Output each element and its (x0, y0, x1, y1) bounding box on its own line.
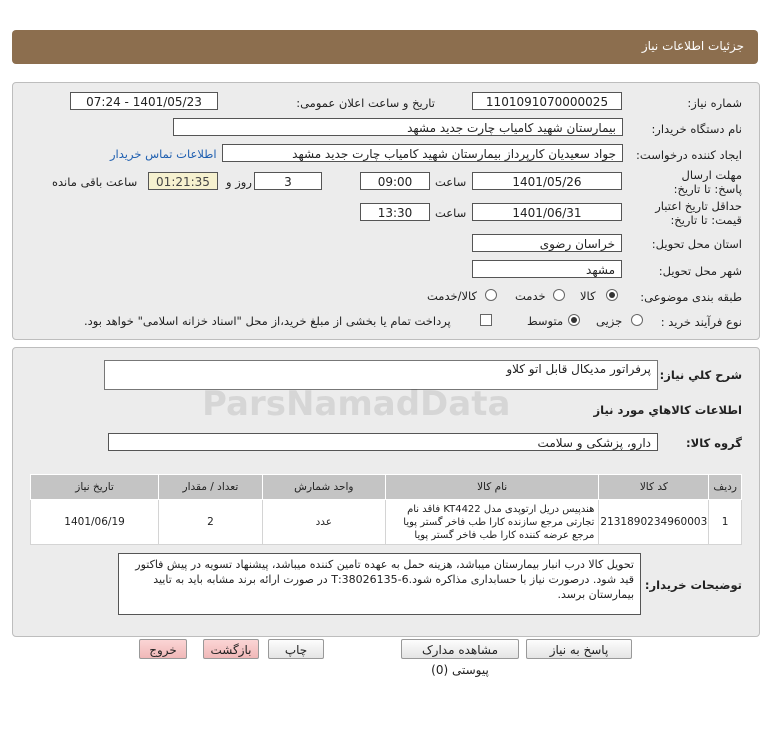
category-radio-both[interactable] (485, 289, 497, 301)
items-title: اطلاعات کالاهاي مورد نياز (593, 403, 742, 417)
process-label: نوع فرآیند خرید : (660, 315, 742, 329)
creator-field: جواد سعیدیان کارپرداز بیمارستان شهید کامیاب چارت جدید مشهد (222, 144, 623, 162)
deadline-time-label: ساعت (435, 175, 467, 189)
remaining-label: ساعت باقی مانده (52, 175, 138, 189)
validity-label: حداقل تاریخ اعتبار قیمت: تا تاریخ: (655, 199, 742, 227)
cell-name: هندپیس دریل ارتوپدی مدل KT4422 فاقد نام تجارتی مرجع سازنده کارا طب فاخر گستر پویا مرجع عرضه کننده کارا طب فاخر گستر پویا (385, 500, 598, 545)
col-date: تاریخ نیاز (31, 475, 159, 500)
notes-label: توضیحات خریدار: (644, 578, 742, 592)
back-button[interactable]: بازگشت (203, 639, 259, 659)
process-option-medium: متوسط (527, 314, 564, 328)
summary-label: شرح کلي نياز: (659, 368, 742, 382)
category-radio-service[interactable] (553, 289, 565, 301)
page-title: جزئیات اطلاعات نیاز (641, 39, 744, 53)
table-header-row (31, 475, 742, 500)
exit-button[interactable]: خروج (139, 639, 187, 659)
col-qty: تعداد / مقدار (159, 475, 263, 500)
announce-field: 1401/05/23 - 07:24 (70, 92, 218, 110)
group-label: گروه کالا: (686, 436, 742, 450)
category-option-both: کالا/خدمت (427, 289, 478, 303)
treasury-checkbox[interactable] (480, 314, 492, 326)
category-radio-goods[interactable] (606, 289, 618, 301)
notes-field: تحویل کالا درب انبار بیمارستان میباشد، هزینه حمل به عهده تامین کننده میباشد، پیشنهاد تسویه در پیش فاکتور قید شود. درصورت نیاز با حسابداری مذاکره شود.6-38026135:T در صورت ارائه برند مشابه باید به تایید بیمارستان برسد. (118, 553, 641, 615)
items-table (30, 474, 742, 545)
cell-qty: 2 (159, 500, 263, 545)
deadline-label: مهلت ارسال پاسخ: تا تاریخ: (673, 168, 742, 196)
treasury-text: پرداخت تمام یا بخشی از مبلغ خرید،از محل "اسناد خزانه اسلامی" خواهد بود. (84, 314, 451, 328)
city-field: مشهد (472, 260, 622, 278)
cell-unit: عدد (262, 500, 385, 545)
cell-code: 2131890234960003 (599, 500, 709, 545)
reply-button[interactable]: پاسخ به نیاز (526, 639, 632, 659)
summary-field: پرفراتور مدیکال قابل اتو کلاو (104, 360, 658, 390)
col-name: نام کالا (385, 475, 598, 500)
group-field: دارو، پزشکی و سلامت (108, 433, 658, 451)
deadline-date-field: 1401/05/26 (472, 172, 622, 190)
col-unit: واحد شمارش (262, 475, 385, 500)
category-option-service: خدمت (515, 289, 546, 303)
col-code: کد کالا (599, 475, 709, 500)
view-docs-button[interactable]: مشاهده مدارک پیوستی (0) (401, 639, 519, 659)
validity-time-label: ساعت (435, 206, 467, 220)
cell-date: 1401/06/19 (31, 500, 159, 545)
category-label: طبقه بندی موضوعی: (640, 290, 742, 304)
col-row: ردیف (709, 475, 742, 500)
buyer-org-label: نام دستگاه خریدار: (651, 122, 742, 136)
remaining-time-field: 01:21:35 (148, 172, 218, 190)
process-radio-medium[interactable] (568, 314, 580, 326)
cell-row: 1 (709, 500, 742, 545)
announce-label: تاریخ و ساعت اعلان عمومی: (296, 96, 435, 110)
days-label: روز و (226, 175, 252, 189)
days-field: 3 (254, 172, 322, 190)
page-header (12, 30, 758, 64)
need-number-label: شماره نیاز: (687, 96, 742, 110)
process-radio-minor[interactable] (631, 314, 643, 326)
table-row[interactable] (31, 500, 742, 545)
province-label: استان محل تحویل: (651, 237, 742, 251)
validity-date-field: 1401/06/31 (472, 203, 622, 221)
buyer-org-field: بیمارستان شهید کامیاب چارت جدید مشهد (173, 118, 623, 136)
category-option-goods: کالا (580, 289, 596, 303)
need-number-field: 1101091070000025 (472, 92, 622, 110)
validity-time-field: 13:30 (360, 203, 430, 221)
city-label: شهر محل تحویل: (658, 264, 742, 278)
creator-label: ایجاد کننده درخواست: (636, 148, 742, 162)
contact-link[interactable]: اطلاعات تماس خریدار (110, 147, 217, 161)
print-button[interactable]: چاپ (268, 639, 324, 659)
deadline-time-field: 09:00 (360, 172, 430, 190)
process-option-minor: جزیی (596, 314, 623, 328)
province-field: خراسان رضوی (472, 234, 622, 252)
